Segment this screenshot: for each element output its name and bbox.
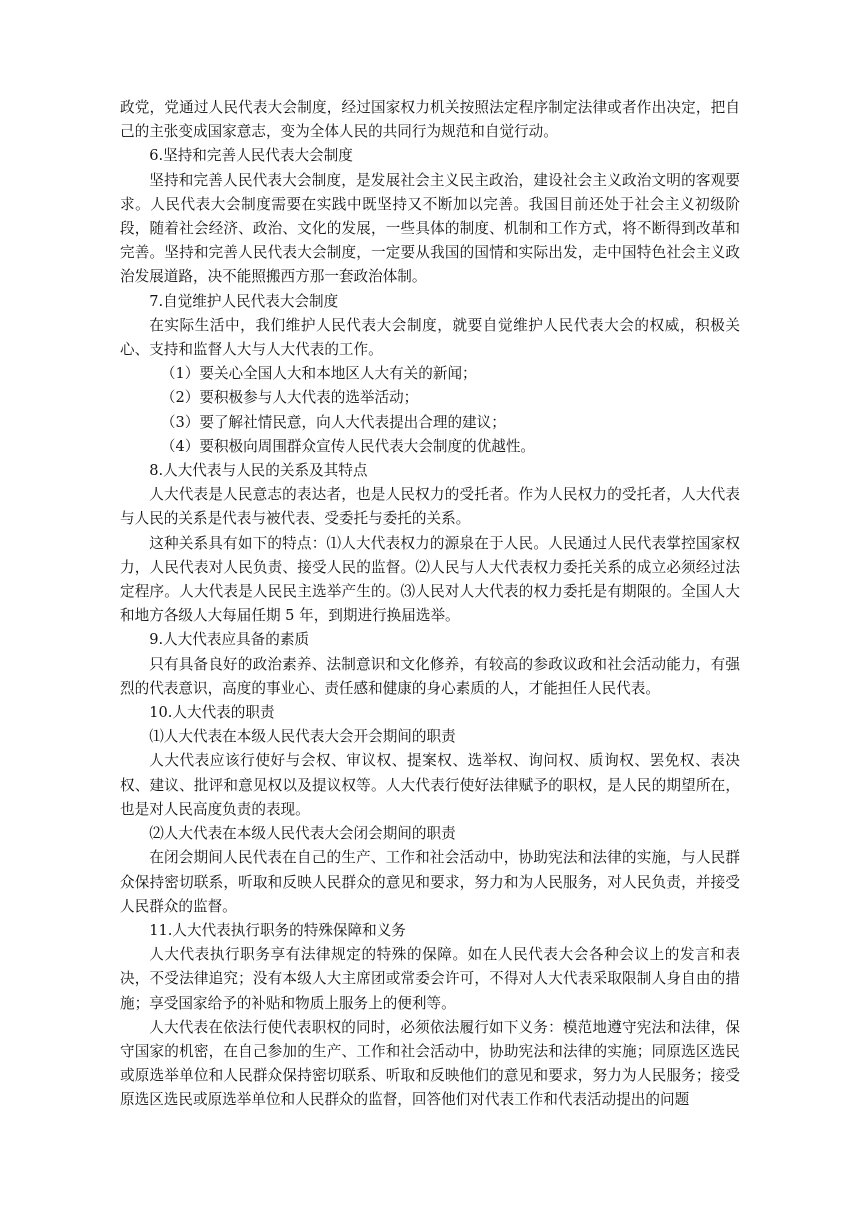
section-heading: 10.人大代表的职责 <box>149 704 275 722</box>
list-item: （1）要关心全国人大和本地区人大有关的新闻； <box>160 365 477 383</box>
section-heading: 7.自觉维护人民代表大会制度 <box>149 292 339 310</box>
list-item: （2）要积极参与人大代表的选举活动； <box>160 389 419 407</box>
body-paragraph: 政党，党通过人民代表大会制度，经过国家权力机关按照法定程序制定法律或者作出决定，把自己的主张变成国家意志，变为全体人民的共同行为规范和自觉行动。 <box>120 99 740 141</box>
body-paragraph: 只有具备良好的政治素养、法制意识和文化修养，有较高的参政议政和社会活动能力，有强烈的代表意识，高度的事业心、责任感和健康的身心素质的人，才能担任人民代表。 <box>120 655 740 697</box>
body-paragraph: 人大代表是人民意志的表达者，也是人民权力的受托者。作为人民权力的受托者，人大代表与人民的关系是代表与被代表、受委托与委托的关系。 <box>120 486 740 528</box>
body-paragraph: 在闭会期间人民代表在自己的生产、工作和社会活动中，协助宪法和法律的实施，与人民群众保持密切联系，听取和反映人民群众的意见和要求，努力和为人民服务，对人民负责，并接受人民群众的监督。 <box>120 849 740 915</box>
body-paragraph: 坚持和完善人民代表大会制度，是发展社会主义民主政治，建设社会主义政治文明的客观要求。人民代表大会制度需要在实践中既坚持又不断加以完善。我国目前还处于社会主义初级阶段，随着社会经济、政治、文化的发展，一些具体的制度、机制和工作方式，将不断得到改革和完善。坚持和完善人民代表大会制度，一定要从我国的国情和实际出发，走中国特色社会主义政治发展道路，决不能照搬西方那一套政治体制。 <box>120 171 740 286</box>
body-paragraph: 这种关系具有如下的特点：⑴人大代表权力的源泉在于人民。人民通过人民代表掌控国家权力，人民代表对人民负责、接受人民的监督。⑵人民与人大代表权力委托关系的成立必须经过法定程序。人大代表是人民民主选举产生的。⑶人民对人大代表的权力委托是有期限的。全国人大和地方各级人大每届任期 5 年，到期进行换届选举。 <box>120 534 740 625</box>
list-item: （4）要积极向周围群众宣传人民代表大会制度的优越性。 <box>160 437 536 455</box>
body-paragraph: 在实际生活中，我们维护人民代表大会制度，就要自觉维护人民代表大会的权威，积极关心、支持和监督人大与人大代表的工作。 <box>120 316 740 359</box>
section-heading: 9.人大代表应具备的素质 <box>149 631 310 649</box>
body-paragraph: 人大代表在依法行使代表职权的同时，必须依法履行如下义务：模范地遵守宪法和法律，保守国家的机密，在自己参加的生产、工作和社会活动中，协助宪法和法律的实施；同原选区选民或原选举单位和人民群众保持密切联系、听取和反映他们的意见和要求，努力为人民服务；接受原选区选民或原选举单位和人民群众的监督，回答他们对代表工作和代表活动提出的问题 <box>120 1018 740 1109</box>
subsection-heading: ⑴人大代表在本级人民代表大会开会期间的职责 <box>149 728 456 746</box>
subsection-heading: ⑵人大代表在本级人民代表大会闭会期间的职责 <box>149 825 456 843</box>
section-heading: 6.坚持和完善人民代表大会制度 <box>149 147 353 165</box>
document-page <box>120 96 740 1113</box>
section-heading: 8.人大代表与人民的关系及其特点 <box>149 462 368 480</box>
body-paragraph: 人大代表执行职务享有法律规定的特殊的保障。如在人民代表大会各种会议上的发言和表决，不受法律追究；没有本级人大主席团或常委会许可，不得对人大代表采取限制人身自由的措施；享受国家给予的补贴和物质上服务上的便利等。 <box>120 946 740 1012</box>
body-paragraph: 人大代表应该行使好与会权、审议权、提案权、选举权、询问权、质询权、罢免权、表决权、建议、批评和意见权以及提议权等。人大代表行使好法律赋予的职权，是人民的期望所在，也是对人民高度负责的表现。 <box>120 752 740 818</box>
section-heading: 11.人大代表执行职务的特殊保障和义务 <box>149 921 406 939</box>
list-item: （3）要了解社情民意，向人大代表提出合理的建议； <box>160 413 506 431</box>
